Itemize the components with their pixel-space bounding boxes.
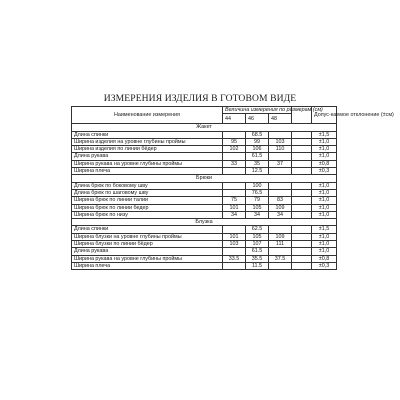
value-48 — [269, 168, 292, 175]
tolerance-value: ±1,0 — [312, 138, 337, 145]
measurement-name: Ширина рукава на уровне глубины проймы — [72, 160, 223, 167]
document-title: ИЗМЕРЕНИЯ ИЗДЕЛИЯ В ГОТОВОМ ВИДЕ — [103, 93, 297, 104]
value-48 — [269, 262, 292, 269]
value-44: 34 — [223, 211, 246, 218]
value-44: 75 — [223, 197, 246, 204]
table-row — [72, 233, 337, 240]
spacer-cell — [292, 160, 312, 167]
spacer-cell — [292, 255, 312, 262]
value-46: 76.5 — [246, 189, 269, 196]
table-row — [72, 226, 337, 233]
measurement-name: Длина брюк по шаговому шву — [72, 189, 223, 196]
table-row — [72, 262, 337, 269]
table-row — [72, 248, 337, 255]
measurements-table — [71, 106, 394, 270]
measurement-name: Ширина брюк по линии талии — [72, 197, 223, 204]
tolerance-value: ±1,0 — [312, 153, 337, 160]
name-column-header: Наименование измерения — [72, 107, 223, 124]
spacer-cell — [292, 211, 312, 218]
value-46: 105 — [246, 204, 269, 211]
size-column-header: Величина измерения по размерам (см) — [223, 107, 292, 114]
value-44: 103 — [223, 241, 246, 248]
table-row — [72, 160, 337, 167]
measurement-name: Ширина плеча — [72, 262, 223, 269]
section-heading: Жакет — [72, 124, 337, 131]
value-46: 61.5 — [246, 248, 269, 255]
value-46: 106 — [246, 146, 269, 153]
value-48 — [269, 226, 292, 233]
value-48: 83 — [269, 197, 292, 204]
measurement-name: Длина рукава — [72, 248, 223, 255]
measurement-name: Ширина изделия по линии бёдер — [72, 146, 223, 153]
measurement-name: Ширина рукава на уровне глубины проймы — [72, 255, 223, 262]
value-48: 37.5 — [269, 255, 292, 262]
table-row — [72, 197, 337, 204]
value-44: 95 — [223, 138, 246, 145]
tolerance-value: ±1,0 — [312, 182, 337, 189]
value-48 — [269, 153, 292, 160]
table-row — [72, 138, 337, 145]
value-46: 100 — [246, 182, 269, 189]
value-48: 37 — [269, 160, 292, 167]
value-48 — [269, 248, 292, 255]
value-46: 107 — [246, 241, 269, 248]
value-44: 101 — [223, 233, 246, 240]
tolerance-value: ±1,0 — [312, 189, 337, 196]
size-header-48: 48 — [269, 114, 292, 124]
spacer-cell — [292, 204, 312, 211]
tolerance-value: ±1,5 — [312, 131, 337, 138]
value-46: 62.5 — [246, 226, 269, 233]
table-row — [72, 241, 337, 248]
value-46: 35 — [246, 160, 269, 167]
measurement-name: Ширина плеча — [72, 168, 223, 175]
value-44 — [223, 168, 246, 175]
table-row — [72, 182, 337, 189]
size-header-44: 44 — [223, 114, 246, 124]
value-46: 34 — [246, 211, 269, 218]
table-row — [72, 255, 337, 262]
table-row — [72, 131, 337, 138]
tolerance-value: ±1,0 — [312, 204, 337, 211]
value-44 — [223, 182, 246, 189]
measurement-name: Ширина изделия на уровне глубины проймы — [72, 138, 223, 145]
value-44 — [223, 248, 246, 255]
tolerance-value: ±1,0 — [312, 233, 337, 240]
spacer-cell — [292, 197, 312, 204]
tolerance-value: ±1,0 — [312, 197, 337, 204]
value-46: 11.5 — [246, 262, 269, 269]
value-44 — [223, 189, 246, 196]
table-row — [72, 189, 337, 196]
table-row — [72, 146, 337, 153]
spacer-cell — [292, 146, 312, 153]
value-48: 111 — [269, 241, 292, 248]
value-48: 109 — [269, 204, 292, 211]
measurement-name: Длина спинки — [72, 226, 223, 233]
measurement-name: Длина рукава — [72, 153, 223, 160]
value-46: 12.5 — [246, 168, 269, 175]
value-44 — [223, 226, 246, 233]
spacer-cell — [292, 153, 312, 160]
value-44 — [223, 153, 246, 160]
measurement-name: Длина спинки — [72, 131, 223, 138]
table-row — [72, 153, 337, 160]
table-row — [72, 204, 337, 211]
table-row — [72, 168, 337, 175]
value-48 — [269, 189, 292, 196]
value-44: 33 — [223, 160, 246, 167]
tolerance-value: ±1,0 — [312, 211, 337, 218]
spacer-cell — [292, 189, 312, 196]
measurement-name: Ширина брюк по линии бедер — [72, 204, 223, 211]
table-row — [72, 211, 337, 218]
tolerance-value: ±1,0 — [312, 241, 337, 248]
measurement-name: Ширина блузки по линии бёдер — [72, 241, 223, 248]
tolerance-value: ±1,5 — [312, 226, 337, 233]
value-48 — [269, 182, 292, 189]
value-48: 103 — [269, 138, 292, 145]
spacer-cell — [292, 131, 312, 138]
value-48 — [269, 131, 292, 138]
section-heading: Блузка — [72, 219, 337, 226]
section-heading: Брюки — [72, 175, 337, 182]
value-46: 99 — [246, 138, 269, 145]
value-44 — [223, 262, 246, 269]
tolerance-value: ±0,8 — [312, 255, 337, 262]
spacer-cell — [292, 138, 312, 145]
value-48: 110 — [269, 146, 292, 153]
value-46: 105 — [246, 233, 269, 240]
spacer-cell — [292, 226, 312, 233]
tolerance-value: ±1,0 — [312, 248, 337, 255]
value-44: 33.5 — [223, 255, 246, 262]
measurement-name: Длина брюк по боковому шву — [72, 182, 223, 189]
value-46: 79 — [246, 197, 269, 204]
tolerance-column-header: Допус-каемое отклонение (±см) — [312, 107, 337, 124]
tolerance-value: ±0,3 — [312, 168, 337, 175]
value-44: 102 — [223, 146, 246, 153]
spacer-cell — [292, 248, 312, 255]
value-46: 35.5 — [246, 255, 269, 262]
spacer-cell — [292, 233, 312, 240]
spacer-cell — [292, 168, 312, 175]
measurement-name: Ширина брюк по низу — [72, 211, 223, 218]
tolerance-value: ±0,3 — [312, 262, 337, 269]
size-header-46: 46 — [246, 114, 269, 124]
value-44 — [223, 131, 246, 138]
value-46: 61.5 — [246, 153, 269, 160]
tolerance-value: ±0,8 — [312, 160, 337, 167]
value-46: 68.5 — [246, 131, 269, 138]
spacer-cell — [292, 182, 312, 189]
value-48: 34 — [269, 211, 292, 218]
spacer-cell — [292, 241, 312, 248]
spacer-cell — [292, 262, 312, 269]
measurement-name: Ширина блузки на уровне глубины проймы — [72, 233, 223, 240]
value-48: 109 — [269, 233, 292, 240]
value-44: 101 — [223, 204, 246, 211]
tolerance-value: ±1,0 — [312, 146, 337, 153]
